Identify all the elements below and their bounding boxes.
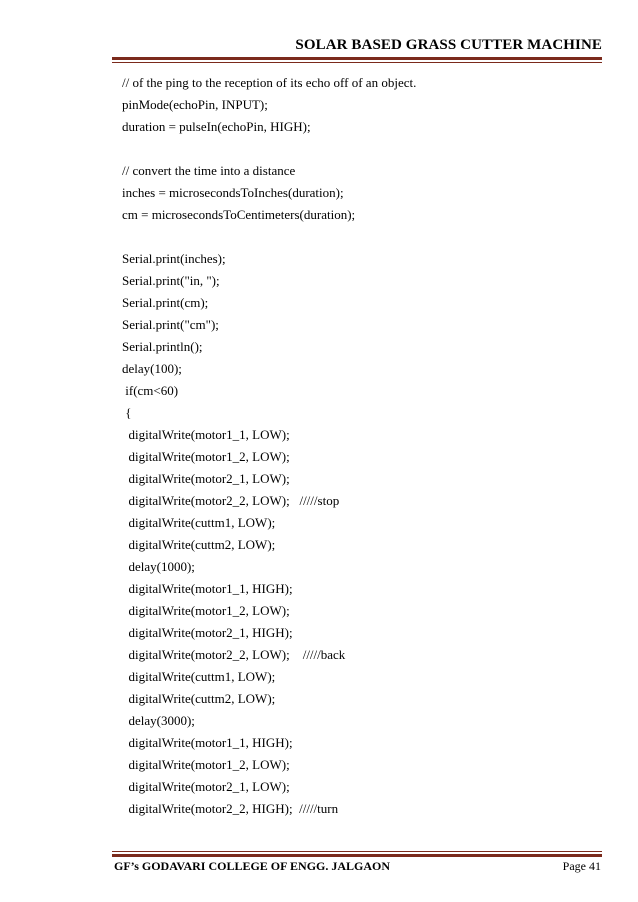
page-number: Page 41 [562, 859, 601, 873]
footer-institution: GF’s GODAVARI COLLEGE OF ENGG. JALGAON [114, 859, 391, 873]
code-line: duration = pulseIn(echoPin, HIGH); [122, 119, 311, 134]
footer-rule-thin [112, 851, 602, 852]
code-line: Serial.print("cm"); [122, 317, 219, 332]
code-line: digitalWrite(cuttm1, LOW); [122, 515, 276, 530]
code-line: pinMode(echoPin, INPUT); [122, 97, 268, 112]
code-line [122, 138, 416, 160]
code-line: digitalWrite(motor2_2, LOW); /////stop [122, 493, 340, 508]
code-line: digitalWrite(motor2_2, LOW); /////back [122, 647, 346, 662]
code-line: digitalWrite(motor1_2, LOW); [122, 449, 290, 464]
code-line: digitalWrite(motor2_1, HIGH); [122, 625, 293, 640]
header-title: SOLAR BASED GRASS CUTTER MACHINE [295, 37, 602, 53]
code-line: { [122, 405, 132, 420]
code-line: digitalWrite(motor1_1, HIGH); [122, 581, 293, 596]
code-line: Serial.print("in, "); [122, 273, 220, 288]
code-line: digitalWrite(motor1_1, HIGH); [122, 735, 293, 750]
code-line: Serial.print(inches); [122, 251, 226, 266]
code-line: digitalWrite(cuttm2, LOW); [122, 691, 276, 706]
code-line: cm = microsecondsToCentimeters(duration); [122, 207, 356, 222]
code-line: if(cm<60) [122, 383, 179, 398]
code-line: inches = microsecondsToInches(duration); [122, 185, 344, 200]
code-line: digitalWrite(motor1_2, LOW); [122, 603, 290, 618]
code-line: digitalWrite(motor1_1, LOW); [122, 427, 290, 442]
code-line: Serial.print(cm); [122, 295, 209, 310]
header-rule-thin [112, 62, 602, 63]
footer-rule-thick [112, 854, 602, 857]
code-line: digitalWrite(cuttm1, LOW); [122, 669, 276, 684]
code-line [122, 226, 416, 248]
code-line: digitalWrite(cuttm2, LOW); [122, 537, 276, 552]
code-line: digitalWrite(motor1_2, LOW); [122, 757, 290, 772]
code-line: delay(1000); [122, 559, 195, 574]
code-line: // convert the time into a distance [122, 163, 296, 178]
code-line: digitalWrite(motor2_2, HIGH); /////turn [122, 801, 339, 816]
code-listing [122, 72, 416, 820]
code-line: digitalWrite(motor2_1, LOW); [122, 471, 290, 486]
code-line: Serial.println(); [122, 339, 203, 354]
code-line: // of the ping to the reception of its echo off of an object. [122, 75, 417, 90]
code-line: delay(3000); [122, 713, 195, 728]
code-line: digitalWrite(motor2_1, LOW); [122, 779, 290, 794]
header-rule-thick [112, 57, 602, 60]
code-line: delay(100); [122, 361, 182, 376]
